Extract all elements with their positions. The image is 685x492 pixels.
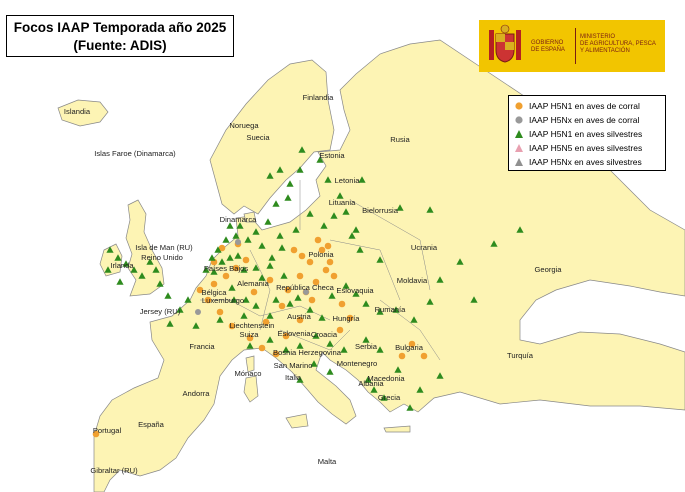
country-label: Francia xyxy=(189,342,215,351)
legend-label: IAAP H5N1 en aves silvestres xyxy=(529,129,643,139)
pink-triangle-icon xyxy=(513,142,525,154)
ministry-line-2: DE AGRICULTURA, PESCA xyxy=(580,41,656,47)
country-label: Estonia xyxy=(319,151,345,160)
poultry-h5nx-marker xyxy=(195,309,201,315)
legend-label: IAAP H5N5 en aves silvestres xyxy=(529,143,643,153)
gov-line-2: DE ESPAÑA xyxy=(531,47,565,53)
poultry-outbreak-marker xyxy=(309,297,316,304)
country-label: Albania xyxy=(358,379,384,388)
poultry-h5nx-marker xyxy=(235,239,241,245)
country-label: Jersey (RU) xyxy=(139,307,181,316)
gray-triangle-icon xyxy=(513,156,525,168)
poultry-outbreak-marker xyxy=(323,267,330,274)
legend-item xyxy=(513,141,661,155)
gov-line-1: GOBIERNO xyxy=(531,40,564,46)
map-title xyxy=(6,15,234,57)
country-label: Gibraltar (RU) xyxy=(90,466,138,475)
poultry-outbreak-marker xyxy=(279,303,286,310)
poultry-outbreak-marker xyxy=(339,301,346,308)
country-label: Bosnia Herzegovina xyxy=(273,348,341,357)
poultry-outbreak-marker xyxy=(243,257,250,264)
country-label: Isla de Man (RU) xyxy=(135,243,193,252)
sicily-landmass xyxy=(286,414,308,428)
orange-circle-icon xyxy=(513,100,525,112)
country-label: Georgia xyxy=(534,265,562,274)
wild-bird-outbreak-marker xyxy=(264,218,271,225)
country-label: Dinamarca xyxy=(219,215,257,224)
country-label: Letonia xyxy=(334,176,360,185)
country-label: Andorra xyxy=(182,389,210,398)
country-label: Hungría xyxy=(332,314,360,323)
wild-bird-outbreak-marker xyxy=(286,180,293,187)
country-label: Italia xyxy=(284,373,302,382)
title-line-1: Focos IAAP Temporada año 2025 xyxy=(13,20,227,35)
country-label: Liechtenstein xyxy=(229,321,275,330)
poultry-outbreak-marker xyxy=(399,353,406,360)
legend xyxy=(508,95,666,171)
country-label: Islas Faroe (Dinamarca) xyxy=(94,149,176,158)
legend-label: IAAP H5Nx en aves silvestres xyxy=(529,157,642,167)
country-label: Lituania xyxy=(328,198,356,207)
poultry-outbreak-marker xyxy=(223,273,230,280)
country-label: Eslovenia xyxy=(277,329,311,338)
legend-label: IAAP H5Nx en aves de corral xyxy=(529,115,640,125)
country-label: España xyxy=(138,420,164,429)
wild-bird-outbreak-marker xyxy=(164,292,171,299)
gray-circle-icon xyxy=(513,114,525,126)
wild-bird-outbreak-marker xyxy=(222,236,229,243)
country-label: Bulgaria xyxy=(395,343,423,352)
ministry-line-1: MINISTERIO xyxy=(580,34,616,40)
legend-label: IAAP H5N1 en aves de corral xyxy=(529,101,640,111)
sardinia-landmass xyxy=(244,376,258,402)
poultry-outbreak-marker xyxy=(337,327,344,334)
green-triangle-icon xyxy=(513,128,525,140)
country-label: Montenegro xyxy=(336,359,378,368)
country-label: Moldavia xyxy=(396,276,428,285)
country-label: Polonia xyxy=(308,250,334,259)
scandinavia-landmass xyxy=(210,60,334,214)
coat-of-arms-icon xyxy=(485,24,525,68)
country-label: Alemania xyxy=(237,279,269,288)
wild-bird-outbreak-marker xyxy=(272,200,279,207)
country-label: Islandia xyxy=(63,107,91,116)
wild-bird-outbreak-marker xyxy=(326,368,333,375)
legend-item xyxy=(513,113,661,127)
country-label: Bélgica xyxy=(201,288,227,297)
country-label: República Checa xyxy=(276,283,334,292)
country-label: Mónaco xyxy=(234,369,262,378)
legend-item xyxy=(513,155,661,169)
poultry-outbreak-marker xyxy=(211,281,218,288)
country-label: Suecia xyxy=(246,133,270,142)
poultry-outbreak-marker xyxy=(297,273,304,280)
poultry-outbreak-marker xyxy=(331,273,338,280)
country-label: Rusia xyxy=(390,135,410,144)
country-label: Grecia xyxy=(377,393,401,402)
poultry-outbreak-marker xyxy=(217,309,224,316)
country-label: Noruega xyxy=(229,121,259,130)
country-label: Bielorrusia xyxy=(362,206,398,215)
country-label: Portugal xyxy=(92,426,122,435)
country-label: Irlanda xyxy=(110,261,134,270)
country-label: Serbia xyxy=(355,342,377,351)
poultry-outbreak-marker xyxy=(327,259,334,266)
country-label: Luxemburgo xyxy=(201,296,245,305)
country-label: Austria xyxy=(287,312,311,321)
poultry-outbreak-marker xyxy=(291,247,298,254)
crete-landmass xyxy=(384,426,410,432)
country-label: San Marino xyxy=(273,361,313,370)
poultry-outbreak-marker xyxy=(315,237,322,244)
country-label: Finlandia xyxy=(302,93,334,102)
country-label: Rumanía xyxy=(374,305,406,314)
legend-item xyxy=(513,99,661,113)
country-label: Malta xyxy=(317,457,337,466)
legend-item xyxy=(513,127,661,141)
country-label: Turquía xyxy=(507,351,533,360)
poultry-outbreak-marker xyxy=(259,345,266,352)
country-label: Croacia xyxy=(310,330,338,339)
poultry-outbreak-marker xyxy=(307,259,314,266)
country-label: Reino Unido xyxy=(141,253,183,262)
country-label: Macedonia xyxy=(367,374,405,383)
country-label: Eslovaquia xyxy=(336,286,374,295)
title-line-2: (Fuente: ADIS) xyxy=(73,38,167,53)
wild-bird-outbreak-marker xyxy=(284,194,291,201)
ministry-logo xyxy=(479,20,665,72)
country-label: Países Bajos xyxy=(203,264,249,273)
country-label: Suiza xyxy=(239,330,259,339)
wild-bird-outbreak-marker xyxy=(116,278,123,285)
poultry-outbreak-marker xyxy=(421,353,428,360)
poultry-outbreak-marker xyxy=(251,289,258,296)
country-label: Ucrania xyxy=(410,243,438,252)
ministry-line-3: Y ALIMENTACIÓN xyxy=(580,48,630,54)
poultry-outbreak-marker xyxy=(299,253,306,260)
poultry-outbreak-marker xyxy=(325,243,332,250)
